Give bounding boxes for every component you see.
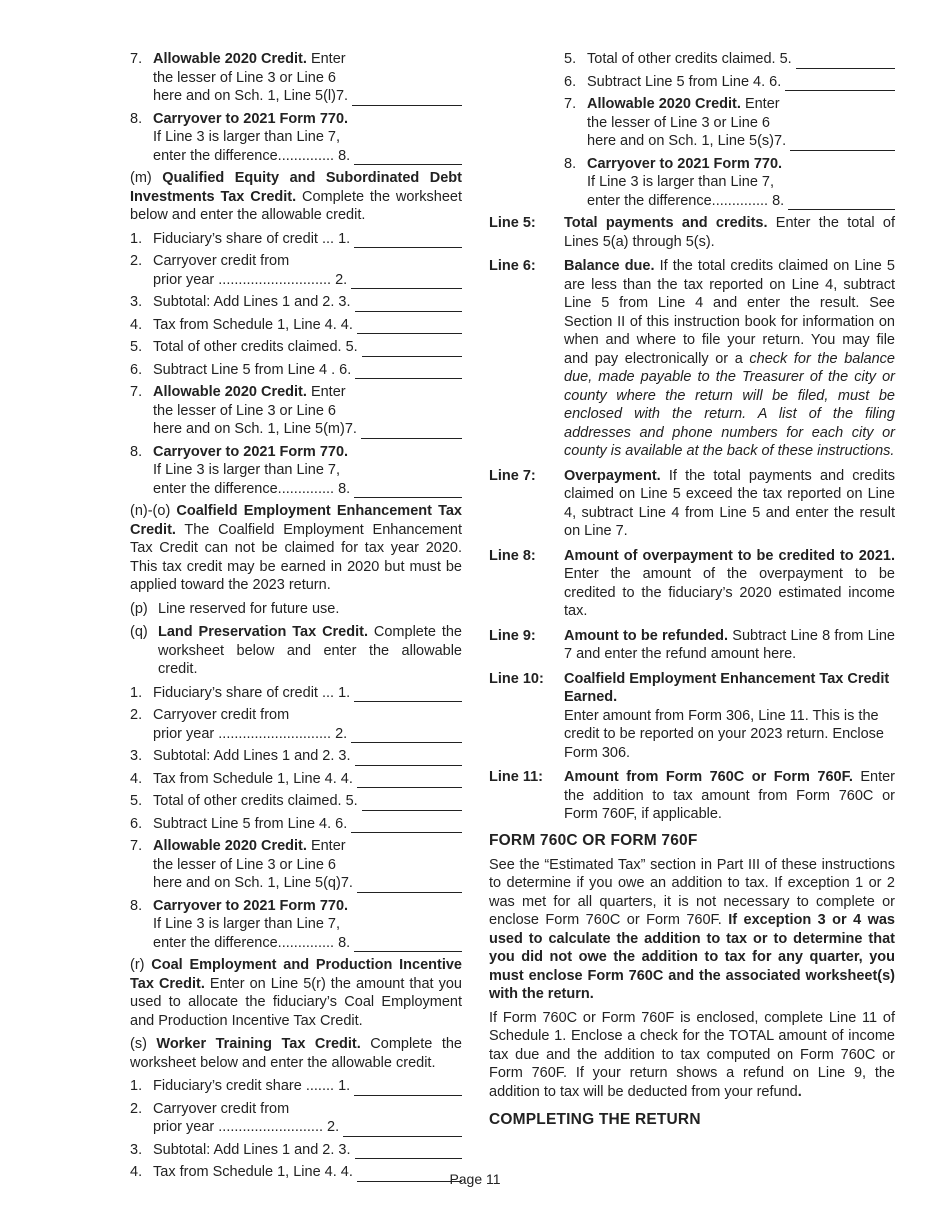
worksheet-line: 5. Total of other credits claimed. 5.: [564, 50, 895, 69]
entry-blank[interactable]: [354, 483, 462, 498]
entry-blank[interactable]: [362, 796, 462, 811]
entry-blank[interactable]: [355, 751, 462, 766]
entry-blank[interactable]: [354, 937, 462, 952]
line-number: 2.: [130, 253, 143, 269]
entry-blank[interactable]: [354, 687, 462, 702]
line-number: 4.: [130, 316, 143, 333]
worksheet-line: 8. Carryover to 2021 Form 770. If Line 3 is larger than Line 7, enter the difference.............. 8.: [130, 897, 462, 953]
entry-blank[interactable]: [351, 274, 462, 289]
entry-blank[interactable]: [343, 1122, 462, 1137]
form760c-paragraph-1: See the “Estimated Tax” section in Part III of these instructions to determine if you owe an addition to tax. If exception 1 or 2 was met for all quarters, it is not necessary to complete or enclose Form 760C or Form 760F. If exception 3 or 4 was used to calculate the addition to tax or to determine that you did not owe the addition to tax for any quarter, you must enclose Form 760C and the associated worksheet(s) with the return.: [489, 856, 895, 1002]
entry-blank[interactable]: [357, 319, 462, 334]
worksheet-line: 4. Tax from Schedule 1, Line 4. 4.: [130, 1163, 462, 1182]
entry-blank[interactable]: [361, 424, 462, 439]
line-number: 6.: [130, 361, 143, 378]
left-column: [130, 50, 462, 1186]
s-worksheet: [130, 1077, 462, 1182]
line-number: 7.: [130, 384, 143, 400]
line9-instruction: Line 9: Amount to be refunded. Subtract Line 8 from Line 7 and enter the refund amount here.: [489, 627, 895, 662]
worksheet-line: 6. Subtract Line 5 from Line 4. 6.: [564, 73, 895, 92]
line10-instruction: Line 10: Coalfield Employment Enhancement Tax Credit Earned. Enter amount from Form 306, Line 11. This is the credit to be reported on your 2023 return. Enclose Form 306.: [489, 670, 890, 761]
worksheet-line: 8. Carryover to 2021 Form 770. If Line 3 is larger than Line 7, enter the difference.............. 8.: [130, 110, 462, 166]
line-number: 2.: [130, 707, 143, 723]
entry-blank[interactable]: [354, 1081, 462, 1096]
entry-blank[interactable]: [354, 150, 462, 165]
worksheet-line: 5. Total of other credits claimed. 5.: [130, 792, 462, 811]
entry-blank[interactable]: [790, 136, 895, 151]
entry-blank[interactable]: [351, 728, 462, 743]
worksheet-line: 2. Carryover credit from prior year ............................ 2.: [130, 706, 462, 743]
line-number: 8.: [130, 443, 143, 460]
line8-instruction: Line 8: Amount of overpayment to be credited to 2021. Enter the amount of the overpayment to be credited to the fiduciary’s 2020 estimated income tax.: [489, 547, 895, 619]
q-credit-heading: (q) Land Preservation Tax Credit. Complete the worksheet below and enter the allowable credit.: [130, 624, 462, 677]
page-number: Page 11: [449, 1171, 501, 1187]
line-number: 1.: [130, 230, 143, 247]
worksheet-line: 2. Carryover credit from prior year .......................... 2.: [130, 1100, 462, 1137]
worksheet-line: 1. Fiduciary’s credit share ....... 1.: [130, 1077, 462, 1096]
line-number: 8.: [564, 155, 577, 172]
line-number: 5.: [130, 339, 143, 355]
entry-blank[interactable]: [352, 91, 462, 106]
line7-instruction: Line 7: Overpayment. If the total payments and credits claimed on Line 5 exceed the tax reported on Line 4, subtract Line 4 from Line 5 and enter the result on Line 7.: [489, 467, 895, 539]
line-number: 7.: [130, 838, 143, 854]
entry-blank[interactable]: [357, 773, 462, 788]
worksheet-line: 3. Subtotal: Add Lines 1 and 2. 3.: [130, 293, 462, 312]
entry-blank[interactable]: [354, 233, 462, 248]
line-number: 7.: [564, 96, 577, 112]
s-worksheet-continued: [489, 50, 895, 210]
worksheet-line: 8. Carryover to 2021 Form 770. If Line 3 is larger than Line 7, enter the difference.............. 8.: [130, 443, 462, 499]
entry-blank[interactable]: [362, 342, 462, 357]
line-number: 1.: [130, 1078, 143, 1094]
entry-blank[interactable]: [357, 878, 462, 893]
worksheet-line: 7. Allowable 2020 Credit. Enter the lesser of Line 3 or Line 6 here and on Sch. 1, Line 5(q)7.: [130, 837, 462, 893]
worksheet-line: 7. Allowable 2020 Credit. Enter the lesser of Line 3 or Line 6 here and on Sch. 1, Line 5(s)7.: [564, 95, 895, 151]
worksheet-line: 1. Fiduciary’s share of credit ... 1.: [130, 684, 462, 703]
line-number: 4.: [130, 770, 143, 787]
worksheet-line: 4. Tax from Schedule 1, Line 4. 4.: [130, 770, 462, 789]
completing-return-heading: COMPLETING THE RETURN: [489, 1111, 701, 1128]
worksheet-line: 5. Total of other credits claimed. 5.: [130, 338, 462, 357]
line-number: 3.: [130, 748, 143, 764]
worksheet-line: 3. Subtotal: Add Lines 1 and 2. 3.: [130, 1141, 462, 1160]
entry-blank[interactable]: [796, 54, 895, 69]
entry-blank[interactable]: [355, 297, 462, 312]
line11-instruction: Line 11: Amount from Form 760C or Form 760F. Enter the addition to tax amount from Form 760C or Form 760F, if applicable.: [489, 769, 896, 822]
entry-blank[interactable]: [351, 818, 462, 833]
no-credit-paragraph: (n)-(o) Coalfield Employment Enhancement Tax Credit. The Coalfield Employment Enhancement Tax Credit can not be claimed for tax year 2020. This tax credit may be earned in 2020 but must be applied toward the 2023 return.: [130, 503, 462, 593]
worksheet-line: 6. Subtract Line 5 from Line 4 . 6.: [130, 361, 462, 380]
line-number: 3.: [130, 294, 143, 310]
p-paragraph: (p) Line reserved for future use.: [130, 600, 340, 617]
line6-instruction: Line 6: Balance due. If the total credits claimed on Line 5 are less than the tax reported on Line 4, subtract Line 5 from Line 4 and enter the result. See Section II of this instruction book for information on when and where to file your return. You may file and pay electronically or a check for the balance due, made payable to the Treasurer of the city or county where the return will be filed, must be enclosed with the return. A list of the filing addresses and phone numbers for each city or county is available at the back of these instructions.: [489, 258, 895, 459]
line-number: 1.: [130, 684, 143, 701]
entry-blank[interactable]: [355, 1144, 462, 1159]
worksheet-line: 8. Carryover to 2021 Form 770. If Line 3 is larger than Line 7, enter the difference.............. 8.: [564, 155, 895, 211]
r-credit-paragraph: (r) Coal Employment and Production Incentive Tax Credit. Enter on Line 5(r) the amount that you used to allocate the fiduciary’s Coal Employment and Production Incentive Tax Credit.: [130, 957, 463, 1029]
worksheet-line: 4. Tax from Schedule 1, Line 4. 4.: [130, 316, 462, 335]
worksheet-line: 3. Subtotal: Add Lines 1 and 2. 3.: [130, 747, 462, 766]
line-number: 3.: [130, 1141, 143, 1158]
q-worksheet: [130, 684, 462, 953]
s-credit-heading: (s) Worker Training Tax Credit. Complete the worksheet below and enter the allowable credit.: [130, 1036, 462, 1071]
worksheet-line: 7. Allowable 2020 Credit. Enter the lesser of Line 3 or Line 6 here and on Sch. 1, Line 5(m)7.: [130, 383, 462, 439]
line-number: 5.: [564, 51, 577, 67]
line-number: 2.: [130, 1100, 143, 1117]
worksheet-line: 1. Fiduciary’s share of credit ... 1.: [130, 230, 462, 249]
line-number: 4.: [130, 1164, 143, 1180]
m-credit-heading: (m) Qualified Equity and Subordinated Debt Investments Tax Credit. Complete the worksheet below and enter the allowable credit.: [130, 170, 462, 223]
m-worksheet: [130, 230, 462, 499]
line-number: 8.: [130, 897, 143, 914]
form760c-paragraph-2: If Form 760C or Form 760F is enclosed, complete Line 11 of Schedule 1. Enclose a check for the TOTAL amount of income tax due and the addition to tax computed on Form 760C or Form 760F. If your return shows a refund on Line 9, the addition to tax will be deducted from your refund.: [489, 1009, 895, 1100]
worksheet-line: 7. Allowable 2020 Credit. Enter the lesser of Line 3 or Line 6 here and on Sch. 1, Line 5(l)7.: [130, 50, 462, 106]
entry-blank[interactable]: [785, 76, 895, 91]
right-column: [489, 50, 895, 1135]
line-number: 6.: [564, 73, 577, 90]
entry-blank[interactable]: [355, 364, 462, 379]
entry-blank[interactable]: [788, 195, 895, 210]
line5-instruction: Line 5: Total payments and credits. Enter the total of Lines 5(a) through 5(s).: [489, 215, 895, 250]
line-number: 5.: [130, 793, 143, 809]
line-number: 6.: [130, 815, 143, 832]
worksheet-line: 6. Subtract Line 5 from Line 4. 6.: [130, 815, 462, 834]
worksheet-line: 2. Carryover credit from prior year ............................ 2.: [130, 252, 462, 289]
form760c-heading: FORM 760C OR FORM 760F: [489, 831, 698, 849]
